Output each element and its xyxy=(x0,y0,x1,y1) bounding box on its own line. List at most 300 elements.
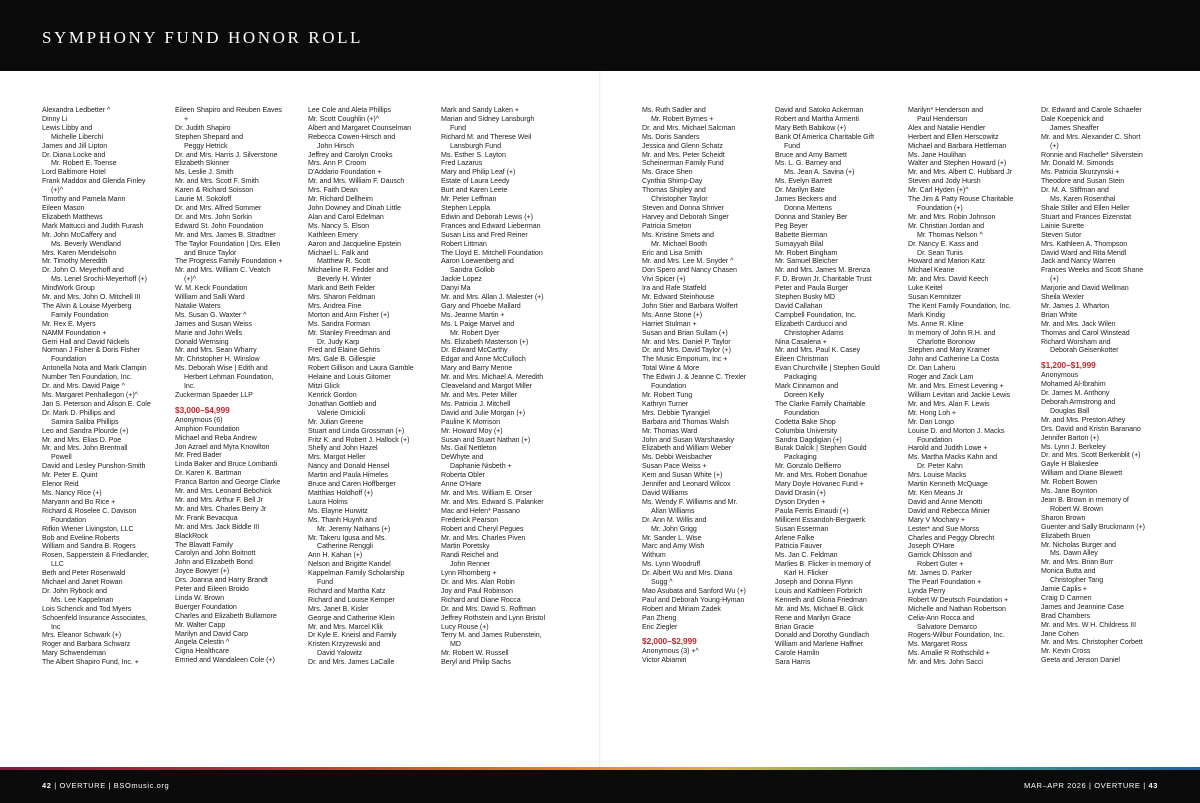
donor-name-continuation: Ms. Lee Kappelman xyxy=(51,595,114,604)
donor-name: Ronnie and Rachelle* Silverstein xyxy=(1041,150,1143,159)
donor-name: Mr. Scott Coughlin (+)^ xyxy=(308,114,379,123)
donor-name: Mr. Gonzalo Delfierro xyxy=(775,462,841,471)
donor-name: Joy and Paul Robinson xyxy=(441,586,513,595)
donor-name: Stephen Busky MD xyxy=(775,293,835,302)
donor-name: Martin Kenneth McQuage xyxy=(908,480,988,489)
donor-name: Eileen Christman xyxy=(775,355,829,364)
donor-name-continuation: Christopher Taylor xyxy=(651,195,708,204)
donor-name: Stephen Shepard and xyxy=(175,132,244,141)
donor-name: Frederick Pearson xyxy=(441,515,499,524)
donor-name: Carole Hamlin xyxy=(775,649,820,658)
donor-name: Richard and Diane Rocca xyxy=(441,595,521,604)
donor-name: David and Rebecca Minier xyxy=(908,506,990,515)
donor-name: Kristen Krzyzewski and xyxy=(308,640,381,649)
footer-accent-stripe xyxy=(0,767,1200,770)
donor-name: Mrs. Faith Dean xyxy=(308,186,358,195)
donor-name: Ms. Anne R. Kline xyxy=(908,319,964,328)
donor-name: Lee Cole and Aleta Phillips xyxy=(308,106,392,114)
donor-name: Dr. M. A. Stiffman and xyxy=(1041,186,1109,195)
donor-name: Elizabeth Skinner xyxy=(175,159,230,168)
honor-roll-column-5 xyxy=(642,106,770,665)
donor-name: Ann H. Kahan (+) xyxy=(308,551,363,560)
right-page-number: 43 xyxy=(1148,781,1158,790)
donor-name: Helaine and Louis Gitomer xyxy=(308,373,391,382)
donor-name: Maryann and Bo Rice + xyxy=(42,497,116,506)
donor-name: Jennifer and Leonard Wilcox xyxy=(642,480,731,489)
donor-name: Martin and Paula Himeles xyxy=(308,471,389,480)
donor-name: Marian and Sidney Lansburgh xyxy=(441,114,535,123)
donor-name: David Williams xyxy=(642,488,688,497)
donor-name: Sumayyah Bilal xyxy=(775,239,824,248)
donor-name: Mr. and Mrs. Albert C. Hubbard Jr xyxy=(908,168,1013,177)
donor-name: Columbia University xyxy=(775,426,838,435)
donor-name-continuation: Mr. Michael Booth xyxy=(651,239,707,248)
donor-name: Mr. John McCaffery and xyxy=(42,230,117,239)
donor-name: Michael and Barbara Hettleman xyxy=(908,141,1007,150)
donor-name: Barbara and Thomas Walsh xyxy=(642,417,729,426)
donor-name: Luke Keitel xyxy=(908,284,943,293)
donor-name: Thomas Shipley and xyxy=(642,186,706,195)
donor-name-continuation: Deborah Geisenkotter xyxy=(1050,346,1119,355)
donor-name: Dinny Li xyxy=(42,114,68,123)
honor-roll-column-2 xyxy=(175,106,303,665)
donor-name: Richard and Louise Kemper xyxy=(308,595,395,604)
donor-name: The Pearl Foundation + xyxy=(908,578,982,587)
donor-name: Ms. Ruth Sadler and xyxy=(642,106,706,114)
donor-name: Jessica and Glenn Schatz xyxy=(642,141,723,150)
donor-name: Ms. Leslie J. Smith xyxy=(175,168,234,177)
giving-level-heading: $2,000–$2,999 xyxy=(642,636,697,647)
donor-name-continuation: Salvatore Demarco xyxy=(917,622,977,631)
donor-name: Mary Beth Babikow (+) xyxy=(775,123,846,132)
donor-name: Mr. and Mrs. Elias D. Poe xyxy=(42,435,122,444)
donor-name: Rebecca Cowen-Hirsch and xyxy=(308,132,396,141)
donor-name: Dr. Nancy E. Kass and xyxy=(908,239,979,248)
donor-name-continuation: Karl H. Flicker xyxy=(784,569,828,578)
donor-name: Robert and Miriam Zadek xyxy=(642,604,721,613)
donor-name: David Callahan xyxy=(775,301,823,310)
donor-name-continuation: Packaging xyxy=(784,453,817,462)
donor-name-continuation: John Renner xyxy=(450,560,491,569)
donor-name: Jennifer Barton (+) xyxy=(1041,433,1099,442)
donor-name: Campbell Foundation, Inc. xyxy=(775,310,857,319)
donor-name: Dr. John Rybock and xyxy=(42,586,107,595)
donor-name: Mao Asubata and Sanford Wu (+) xyxy=(642,586,746,595)
donor-name: Ms. Patricia Skurzynski + xyxy=(1041,168,1120,177)
donor-name: Karen & Richard Soisson xyxy=(175,186,254,195)
donor-name: Jon Azrael and Myra Knowlton xyxy=(175,442,270,451)
donor-name: Mr. Kevin Cross xyxy=(1041,647,1091,656)
donor-name: Mrs. Eleanor Schwark (+) xyxy=(42,631,122,640)
donor-name: Mr. and Mrs. Peter Miller xyxy=(441,391,518,399)
donor-name: Geeta and Jenson Daniel xyxy=(1041,656,1120,665)
donor-name: Marie and John Wells xyxy=(175,328,243,337)
header-bar xyxy=(0,0,1200,71)
donor-name: Michaeline R. Fedder and xyxy=(308,266,389,275)
donor-name: Jean B. Brown in memory of xyxy=(1041,495,1129,504)
donor-name: Lewis Libby and xyxy=(42,123,93,132)
donor-name-continuation: LLC xyxy=(51,560,64,569)
donor-name: Aaron and Jacqueline Epstein xyxy=(308,239,401,248)
donor-name: Lester* and Sue Morss xyxy=(908,524,980,533)
donor-name: Sheila Wexler xyxy=(1041,293,1084,302)
donor-name: William and Salli Ward xyxy=(175,293,245,302)
donor-name: Thomas and Carol Winstead xyxy=(1041,328,1130,337)
donor-name: Roger and Zack Lam xyxy=(908,373,974,382)
donor-name: Edward St. John Foundation xyxy=(175,221,264,230)
donor-name: William and Sandra B. Rogers xyxy=(42,542,136,551)
giving-level-heading: $1,200–$1,999 xyxy=(1041,360,1096,371)
donor-name: Mr. Dan Longo xyxy=(908,417,954,426)
donor-name: Mark and Sandy Laken + xyxy=(441,106,519,114)
donor-name: The Blavatt Family xyxy=(175,540,233,549)
donor-name: Lois Schenck and Tod Myers xyxy=(42,604,132,613)
donor-name-continuation: Packaging xyxy=(784,373,817,382)
donor-name: Beryl and Philip Sachs xyxy=(441,658,511,667)
donor-name: Fred and Elaine Gehris xyxy=(308,346,380,355)
donor-name: The Progress Family Foundation + xyxy=(175,257,283,266)
donor-name: Mark Cinnamon and xyxy=(775,382,839,391)
donor-name: Gerri Hall and David Nickels xyxy=(42,337,130,346)
donor-name: Dr. Mark D. Phillips and xyxy=(42,408,115,417)
donor-name: Elizabeth Matthews xyxy=(42,212,103,221)
donor-name: Elenor Reid xyxy=(42,480,79,489)
donor-name: James and Susan Weiss xyxy=(175,319,252,328)
left-website: BSOmusic.org xyxy=(113,781,170,790)
donor-name: Alan and Carol Edelman xyxy=(308,212,384,221)
donor-name-continuation: Charlotte Boronow xyxy=(917,337,975,346)
donor-name: Richard M. and Therese Weil xyxy=(441,132,532,141)
donor-name: Mark Kindig xyxy=(908,310,945,319)
donor-name: Mr. and Mrs. John Brentnall xyxy=(42,444,128,453)
donor-name: Scheinerman Family Fund xyxy=(642,159,724,168)
donor-name: Ms. Margaret Penhallegon (+)^ xyxy=(42,391,138,399)
donor-name: Donald Wernsing xyxy=(175,337,229,346)
donor-name: Ira and Rafe Statfeld xyxy=(642,284,707,293)
donor-name: Richard & Roselee C. Davison xyxy=(42,506,137,515)
donor-name: Mark Mattucci and Judith Furash xyxy=(42,221,144,230)
donor-name: Millicent Essandoh-Bergwerk xyxy=(775,515,866,524)
donor-name: Mr. Donald M. Simonds xyxy=(1041,159,1114,168)
donor-name: Brian White xyxy=(1041,310,1078,319)
donor-name: Mr. and Mrs. Leonard Bebchick xyxy=(175,487,272,496)
donor-name: Harold and Judith Lowe + xyxy=(908,444,988,453)
donor-name: Lynn Rhomberg + xyxy=(441,569,497,578)
donor-name: Leo and Sandra Plourde (+) xyxy=(42,426,129,435)
donor-name: Mrs. Debbie Tyrangiel xyxy=(642,408,710,417)
donor-name: Linda W. Brown xyxy=(175,593,224,602)
donor-name: Susan Pace Weiss + xyxy=(642,462,707,471)
donor-name: Elizabeth Bruen xyxy=(1041,531,1091,540)
donor-name: Mr. Ken Means Jr xyxy=(908,488,963,497)
donor-name: Mr. Walter Capp xyxy=(175,620,226,629)
donor-name: Eric Ziegler xyxy=(642,622,678,631)
donor-name: Angela Celestin ^ xyxy=(175,638,230,647)
donor-name-continuation: Mr. Robert Dyer xyxy=(450,328,500,337)
donor-name-continuation: Robert W. Brown xyxy=(1050,504,1103,513)
donor-name: Cigna Healthcare xyxy=(175,647,230,656)
donor-name: Lynda Perry xyxy=(908,586,946,595)
donor-name: Mr. and Mrs. John O. Mitchell III xyxy=(42,293,141,302)
donor-name: Bruce and Caren Hoffberger xyxy=(308,480,396,489)
donor-name: Total Wine & More xyxy=(642,364,700,373)
donor-name: Evan Churchville | Stephen Gould xyxy=(775,364,880,373)
donor-name-continuation: Foundation xyxy=(651,382,686,391)
donor-name: Lucy Rouse (+) xyxy=(441,622,489,631)
donor-name: Robert Gillison and Laura Gamble xyxy=(308,364,414,373)
donor-name: Linda Baker and Bruce Lombardi xyxy=(175,460,278,469)
donor-name: Babette Bierman xyxy=(775,230,828,239)
donor-name: Mr. and Mrs. Edward S. Palanker xyxy=(441,497,544,506)
donor-name-continuation: Mr. Robert Byrnes + xyxy=(651,114,714,123)
donor-name: Kappelman Family Scholarship xyxy=(308,569,405,578)
donor-name: Herbert and Ellen Herscowitz xyxy=(908,132,999,141)
donor-name: Arlene Falke xyxy=(775,533,815,542)
donor-name-continuation: Mr. John Grigg xyxy=(651,524,697,533)
donor-name: Ms. Margaret Ross xyxy=(908,640,968,649)
donor-name: Mr. and Mrs. Christopher Corbett xyxy=(1041,638,1143,647)
donor-name: Susan Liss and Fred Reiner xyxy=(441,230,528,239)
donor-name: Ms. Anne Stone (+) xyxy=(642,310,703,319)
donor-name: Dr. James M. Anthony xyxy=(1041,389,1110,398)
donor-name: Dr. and Mrs. Harris J. Silverstone xyxy=(175,150,278,159)
donor-name: Dr. John O. Meyerhoff and xyxy=(42,266,124,275)
donor-name: Kenneth and Gloria Friedman xyxy=(775,595,867,604)
donor-name: Laura Holms xyxy=(308,497,348,506)
donor-name: Frances and Edward Lieberman xyxy=(441,221,541,230)
donor-name: Kem and Susan White (+) xyxy=(642,471,723,480)
donor-name: Ms. Jane Houlihan xyxy=(908,150,966,159)
right-issue-date: MAR–APR 2026 xyxy=(1024,781,1087,790)
donor-name: David and Anne Menotti xyxy=(908,497,983,506)
donor-name: John and Susan Warshawsky xyxy=(642,435,734,444)
donor-name: Kathryn Turner xyxy=(642,399,689,408)
donor-name: Garrick Ohlsson and xyxy=(908,551,972,560)
donor-name: Mr. and Mrs. Lee M. Snyder ^ xyxy=(642,257,734,266)
donor-name: F. D. Brown Jr. Charitable Trust xyxy=(775,275,872,284)
donor-name: Edwin and Deborah Lewis (+) xyxy=(441,212,533,221)
donor-name: Sandra Dagdigian (+) xyxy=(775,435,842,444)
donor-name: David and Julie Morgan (+) xyxy=(441,408,526,417)
donor-name: James and Jeannine Case xyxy=(1041,602,1124,611)
donor-name-continuation: Peggy Hetrick xyxy=(184,141,228,150)
donor-name: Bank Of America Charitable Gift xyxy=(775,132,874,141)
donor-name: Anonymous (3) +^ xyxy=(642,647,699,656)
donor-name-continuation: Christopher Tang xyxy=(1050,576,1104,585)
donor-name: Mr. and Mrs. John Sacci xyxy=(908,658,983,667)
donor-name: Harvey and Deborah Singer xyxy=(642,212,729,221)
donor-name: Buerger Foundation xyxy=(175,602,237,611)
donor-name: Fred Lazarus xyxy=(441,159,483,168)
donor-name: Steven Sutor xyxy=(1041,230,1082,239)
donor-name: Mr. Samuel Bleicher xyxy=(775,257,838,266)
donor-name: Burak Dalcik | Stephen Gould xyxy=(775,444,867,453)
donor-name: Mr. and Mrs. Alexander C. Short xyxy=(1041,132,1141,141)
donor-name: Mary Doyle Hovanec Fund + xyxy=(775,480,864,489)
donor-name: Jackie Lopez xyxy=(441,275,482,284)
donor-name-continuation: Valerie Omicioli xyxy=(317,408,365,417)
donor-name-continuation: + xyxy=(184,114,189,123)
donor-name: Morton and Ann Fisher (+) xyxy=(308,310,390,319)
donor-name: Emried and Wandaleen Cole (+) xyxy=(175,656,275,665)
giving-level-heading: $3,000–$4,999 xyxy=(175,404,230,415)
donor-name: The Edwin J. & Jeanne C. Trexler xyxy=(642,373,747,382)
donor-name-continuation: Ms. Jean A. Savina (+) xyxy=(784,168,855,177)
donor-name: Mr. and Mrs. Daniel P. Taylor xyxy=(642,337,731,346)
donor-name: Franca Barton and George Clarke xyxy=(175,478,281,487)
left-page-number: 42 xyxy=(42,781,52,790)
donor-name: Richard Worsham and xyxy=(1041,337,1111,346)
donor-name: Mr. and Mrs. Ernest Levering + xyxy=(908,382,1004,391)
donor-name: Jane Cohen xyxy=(1041,629,1079,638)
donor-name: Mr. and Mrs. James M. Brenza xyxy=(775,266,871,275)
donor-name: Mr. Peter Leffman xyxy=(441,195,497,204)
donor-name: The Jim & Patty Rouse Charitable xyxy=(908,195,1014,204)
donor-name: W. M. Keck Foundation xyxy=(175,284,248,293)
donor-name-continuation: Foundation xyxy=(784,408,819,417)
donor-name-continuation: (+) xyxy=(1050,275,1059,284)
donor-name: Mr. Julian Greene xyxy=(308,417,364,426)
donor-name: Ms. Amalie R Rothschild + xyxy=(908,649,990,658)
donor-name: Michael and Janet Rowan xyxy=(42,578,123,587)
donor-name-continuation: Lansburgh Fund xyxy=(450,141,501,150)
donor-name: Mr. and Mrs. Paul K. Casey xyxy=(775,346,861,355)
donor-name: Alexandra Ledbetter ^ xyxy=(42,106,111,114)
donor-name: MindWork Group xyxy=(42,284,95,293)
donor-name: Guenter and Sally Bruckmann (+) xyxy=(1041,522,1145,531)
donor-name: Mark and Beth Felder xyxy=(308,284,376,293)
donor-name: Shale Stiller and Ellen Heller xyxy=(1041,203,1130,212)
donor-name: John and Catherine La Costa xyxy=(908,355,999,364)
donor-name: Kenrick Gordon xyxy=(308,391,357,399)
donor-name: Ms. Kristine Smets and xyxy=(642,230,714,239)
donor-name: Mary and Barry Menne xyxy=(441,364,513,373)
donor-name: Rene and Marilyn Grace xyxy=(775,613,851,622)
donor-name: Dr. and Mrs. Scott Berkenblit (+) xyxy=(1041,451,1141,460)
donor-name: Albert and Margaret Counselman xyxy=(308,123,411,132)
donor-name: Susan Esserman xyxy=(775,524,829,533)
donor-name: William and Diane Blewett xyxy=(1041,469,1123,478)
donor-name: Dr. and Mrs. David S. Roffman xyxy=(441,604,536,613)
donor-name: Dr. and Mrs. James LaCalle xyxy=(308,658,395,667)
donor-name: Walter and Stephen Howard (+) xyxy=(908,159,1007,168)
donor-name: David Drasin (+) xyxy=(775,488,826,497)
donor-name: George and Catherine Klein xyxy=(308,613,395,622)
donor-name: Mr. and Mrs. Marcel Klik xyxy=(308,622,383,631)
donor-name: Codetta Bake Shop xyxy=(775,417,836,426)
donor-name-continuation: Foundation (+) xyxy=(917,203,963,212)
donor-name: Robert and Cheryl Pegues xyxy=(441,524,524,533)
donor-name: Dr. Marilyn Bate xyxy=(775,186,825,195)
donor-name: The Albert Shapiro Fund, Inc. + xyxy=(42,658,139,667)
donor-name: Dr. Karen K. Bartman xyxy=(175,469,242,478)
donor-name-continuation: John Hirsch xyxy=(317,141,354,150)
donor-name: Ms. Thanh Huynh and xyxy=(308,515,377,524)
donor-name: Don Spero and Nancy Chasen xyxy=(642,266,737,275)
donor-name: Craig D Carmen xyxy=(1041,593,1092,602)
donor-name: Mary Schwendeman xyxy=(42,649,106,658)
donor-name-continuation: Mr. Jeremy Nathans (+) xyxy=(317,524,391,533)
donor-name: Jeffrey Rothstein and Lynn Bristol xyxy=(441,613,545,622)
donor-name: Dr. and Mrs. Michael Salcman xyxy=(642,123,736,132)
donor-name: Harriet Stulman + xyxy=(642,319,697,328)
donor-name: Robert and Martha Armenti xyxy=(775,114,859,123)
donor-name: Mr. and Mrs. Sean Wharry xyxy=(175,346,257,355)
donor-name: Peg Beyer xyxy=(775,221,808,230)
donor-name: Drs. David and Kristin Baranano xyxy=(1041,424,1141,433)
donor-name: Dr. Edward McCarthy xyxy=(441,346,508,355)
donor-name: Norman J Fisher & Doris Fisher xyxy=(42,346,140,355)
donor-name: Burt and Karen Leete xyxy=(441,186,508,195)
donor-name: Terry M. and James Rubenstein, xyxy=(441,631,542,640)
donor-name: Anonymous (6) xyxy=(175,415,223,424)
donor-name: Alex and Natalie Hendler xyxy=(908,123,986,132)
page-gutter xyxy=(599,71,601,767)
donor-name: NAMM Foundation + xyxy=(42,328,107,337)
donor-name: Steven and Jody Hursh xyxy=(908,177,981,186)
donor-name: Theodore and Susan Stein xyxy=(1041,177,1125,186)
donor-name-continuation: Beverly H. Winter xyxy=(317,275,372,284)
donor-name-continuation: Fund xyxy=(317,578,333,587)
donor-name: Cleaveland and Margot Miller xyxy=(441,382,532,391)
donor-name: Schoenfeld Insurance Associates, xyxy=(42,613,147,622)
donor-name: Matthias Holdhoff (+) xyxy=(308,488,373,497)
donor-name: Mr. and Mrs. Charles Berry Jr xyxy=(175,504,267,513)
donor-name: Zuckerman Spaeder LLP xyxy=(175,391,253,399)
donor-name: John Stier and Barbara Wolfert xyxy=(642,301,738,310)
donor-name: Ms. Debbi Weisbacher xyxy=(642,453,713,462)
donor-name: Jack and Nancy Warren xyxy=(1041,257,1116,266)
donor-name: Ms. Nancy Rice (+) xyxy=(42,488,102,497)
donor-name: Bob and Eveline Roberts xyxy=(42,533,120,542)
donor-name-continuation: Daphanie Nisbeth + xyxy=(450,462,512,471)
donor-name: Dale Koepenick and xyxy=(1041,114,1104,123)
donor-name-continuation: Ms. Beverly Wendland xyxy=(51,239,121,248)
donor-name: Shelly and John Hazel xyxy=(308,444,378,453)
donor-name: In memory of John R.H. and xyxy=(908,328,996,337)
donor-name: Mohamed Al-Ibrahim xyxy=(1041,380,1106,389)
donor-name: Ms. Evelyn Barrett xyxy=(775,177,833,186)
donor-name: Peter and Paula Burger xyxy=(775,284,849,293)
honor-roll-column-3 xyxy=(308,106,436,667)
donor-name-continuation: Herbert Lehman Foundation, xyxy=(184,373,274,382)
donor-name: Lord Baltimore Hotel xyxy=(42,168,106,177)
donor-name-continuation: Allan Williams xyxy=(651,506,695,515)
donor-name: Dr. Albert Wu and Mrs. Diana xyxy=(642,569,733,578)
donor-name: Howard and Marion Katz xyxy=(908,257,985,266)
donor-name: Mrs. Kathleen A. Thompson xyxy=(1041,239,1128,248)
honor-roll-column-1 xyxy=(42,106,170,667)
donor-name: Sharon Brown xyxy=(1041,513,1086,522)
donor-name: Mrs. Margot Heller xyxy=(308,453,366,462)
donor-name-continuation: Foundation xyxy=(51,515,86,524)
donor-name: John and Elizabeth Bond xyxy=(175,558,253,567)
donor-name: Dr. and Mrs. Alan Robin xyxy=(441,578,515,587)
donor-name: Susan and Brian Sullam (+) xyxy=(642,328,728,337)
donor-name: Peter and Eileen Broido xyxy=(175,585,249,594)
donor-name: Mr. Howard Moy (+) xyxy=(441,426,503,435)
donor-name: Paul and Deborah Young-Hyman xyxy=(642,595,745,604)
donor-name-continuation: Fund xyxy=(450,123,466,132)
donor-name: Mitzi Glick xyxy=(308,382,340,391)
donor-name: Ms. Elayne Hurwitz xyxy=(308,506,368,515)
donor-name: Michael L. Falk and xyxy=(308,248,369,257)
donor-name: Marjorie and David Wellman xyxy=(1041,284,1129,293)
donor-name: Lainie Surette xyxy=(1041,221,1085,230)
donor-name: Beth and Peter Rosenwald xyxy=(42,569,126,578)
donor-name: Jeffrey and Carolyn Crooks xyxy=(308,150,393,159)
donor-name: Ms. Grace Shen xyxy=(642,168,693,177)
